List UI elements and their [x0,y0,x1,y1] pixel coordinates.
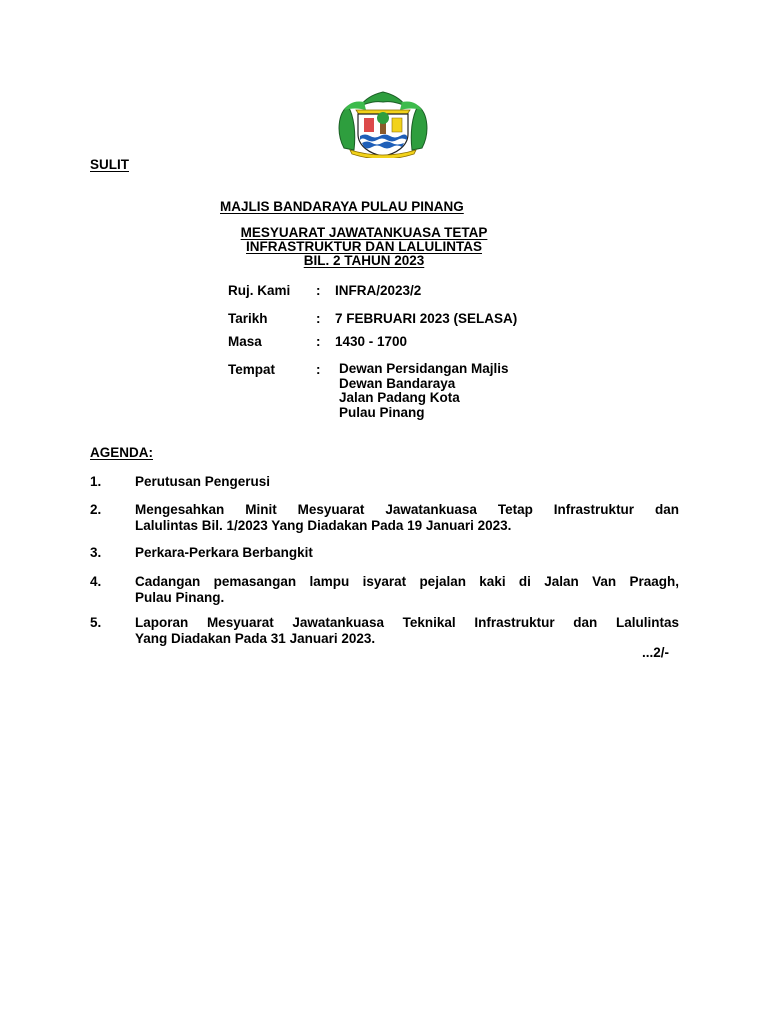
separator: : [316,283,321,298]
agenda-item [135,615,679,647]
agenda-item-number: 3. [90,545,102,560]
separator: : [316,311,321,326]
reference-label: Ruj. Kami [228,283,291,298]
agenda-item-number: 4. [90,574,102,589]
agenda-heading: AGENDA: [90,445,153,460]
agenda-item-line: Perkara-Perkara Berbangkit [135,545,313,560]
agenda-item-line: Pulau Pinang. [135,590,225,605]
venue-value [339,362,509,420]
time-value: 1430 - 1700 [335,334,408,349]
agenda-item-line: Lalulintas Bil. 1/2023 Yang Diadakan Pada 19 Januari 2023. [135,518,512,533]
organization-title: MAJLIS BANDARAYA PULAU PINANG [220,199,464,214]
venue-line: Dewan Persidangan Majlis [339,361,509,376]
venue-line: Jalan Padang Kota [339,390,460,405]
page-continuation: ...2/- [642,645,670,660]
agenda-item-number: 5. [90,615,102,630]
city-council-crest-icon [334,88,432,158]
agenda-item-number: 2. [90,502,102,517]
date-label: Tarikh [228,311,268,326]
meeting-title-line: MESYUARAT JAWATANKUASA TETAP [240,225,488,240]
agenda-item [135,502,679,534]
meeting-title-line: INFRASTRUKTUR DAN LALULINTAS [246,239,482,254]
time-label: Masa [228,334,262,349]
agenda-item-number: 1. [90,474,102,489]
agenda-item [135,474,679,490]
agenda-item-line: Cadangan pemasangan lampu isyarat pejalan kaki di Jalan Van Praagh, [135,574,679,589]
venue-label: Tempat [228,362,276,377]
agenda-item [135,545,679,561]
meeting-title-line: BIL. 2 TAHUN 2023 [303,253,425,268]
separator: : [316,334,321,349]
venue-line: Pulau Pinang [339,404,425,420]
meeting-title [200,226,528,268]
date-value: 7 FEBRUARI 2023 (SELASA) [335,311,518,326]
agenda-item-line: Laporan Mesyuarat Jawatankuasa Teknikal Infrastruktur dan Lalulintas [135,615,679,630]
classification-label: SULIT [90,157,129,172]
agenda-item-line: Yang Diadakan Pada 31 Januari 2023. [135,631,376,646]
agenda-item-line: Perutusan Pengerusi [135,474,271,489]
reference-value: INFRA/2023/2 [335,283,422,298]
agenda-item-line: Mengesahkan Minit Mesyuarat Jawatankuasa Tetap Infrastruktur dan [135,502,679,517]
venue-line: Dewan Bandaraya [339,375,456,391]
agenda-item [135,574,679,606]
separator: : [316,362,321,377]
